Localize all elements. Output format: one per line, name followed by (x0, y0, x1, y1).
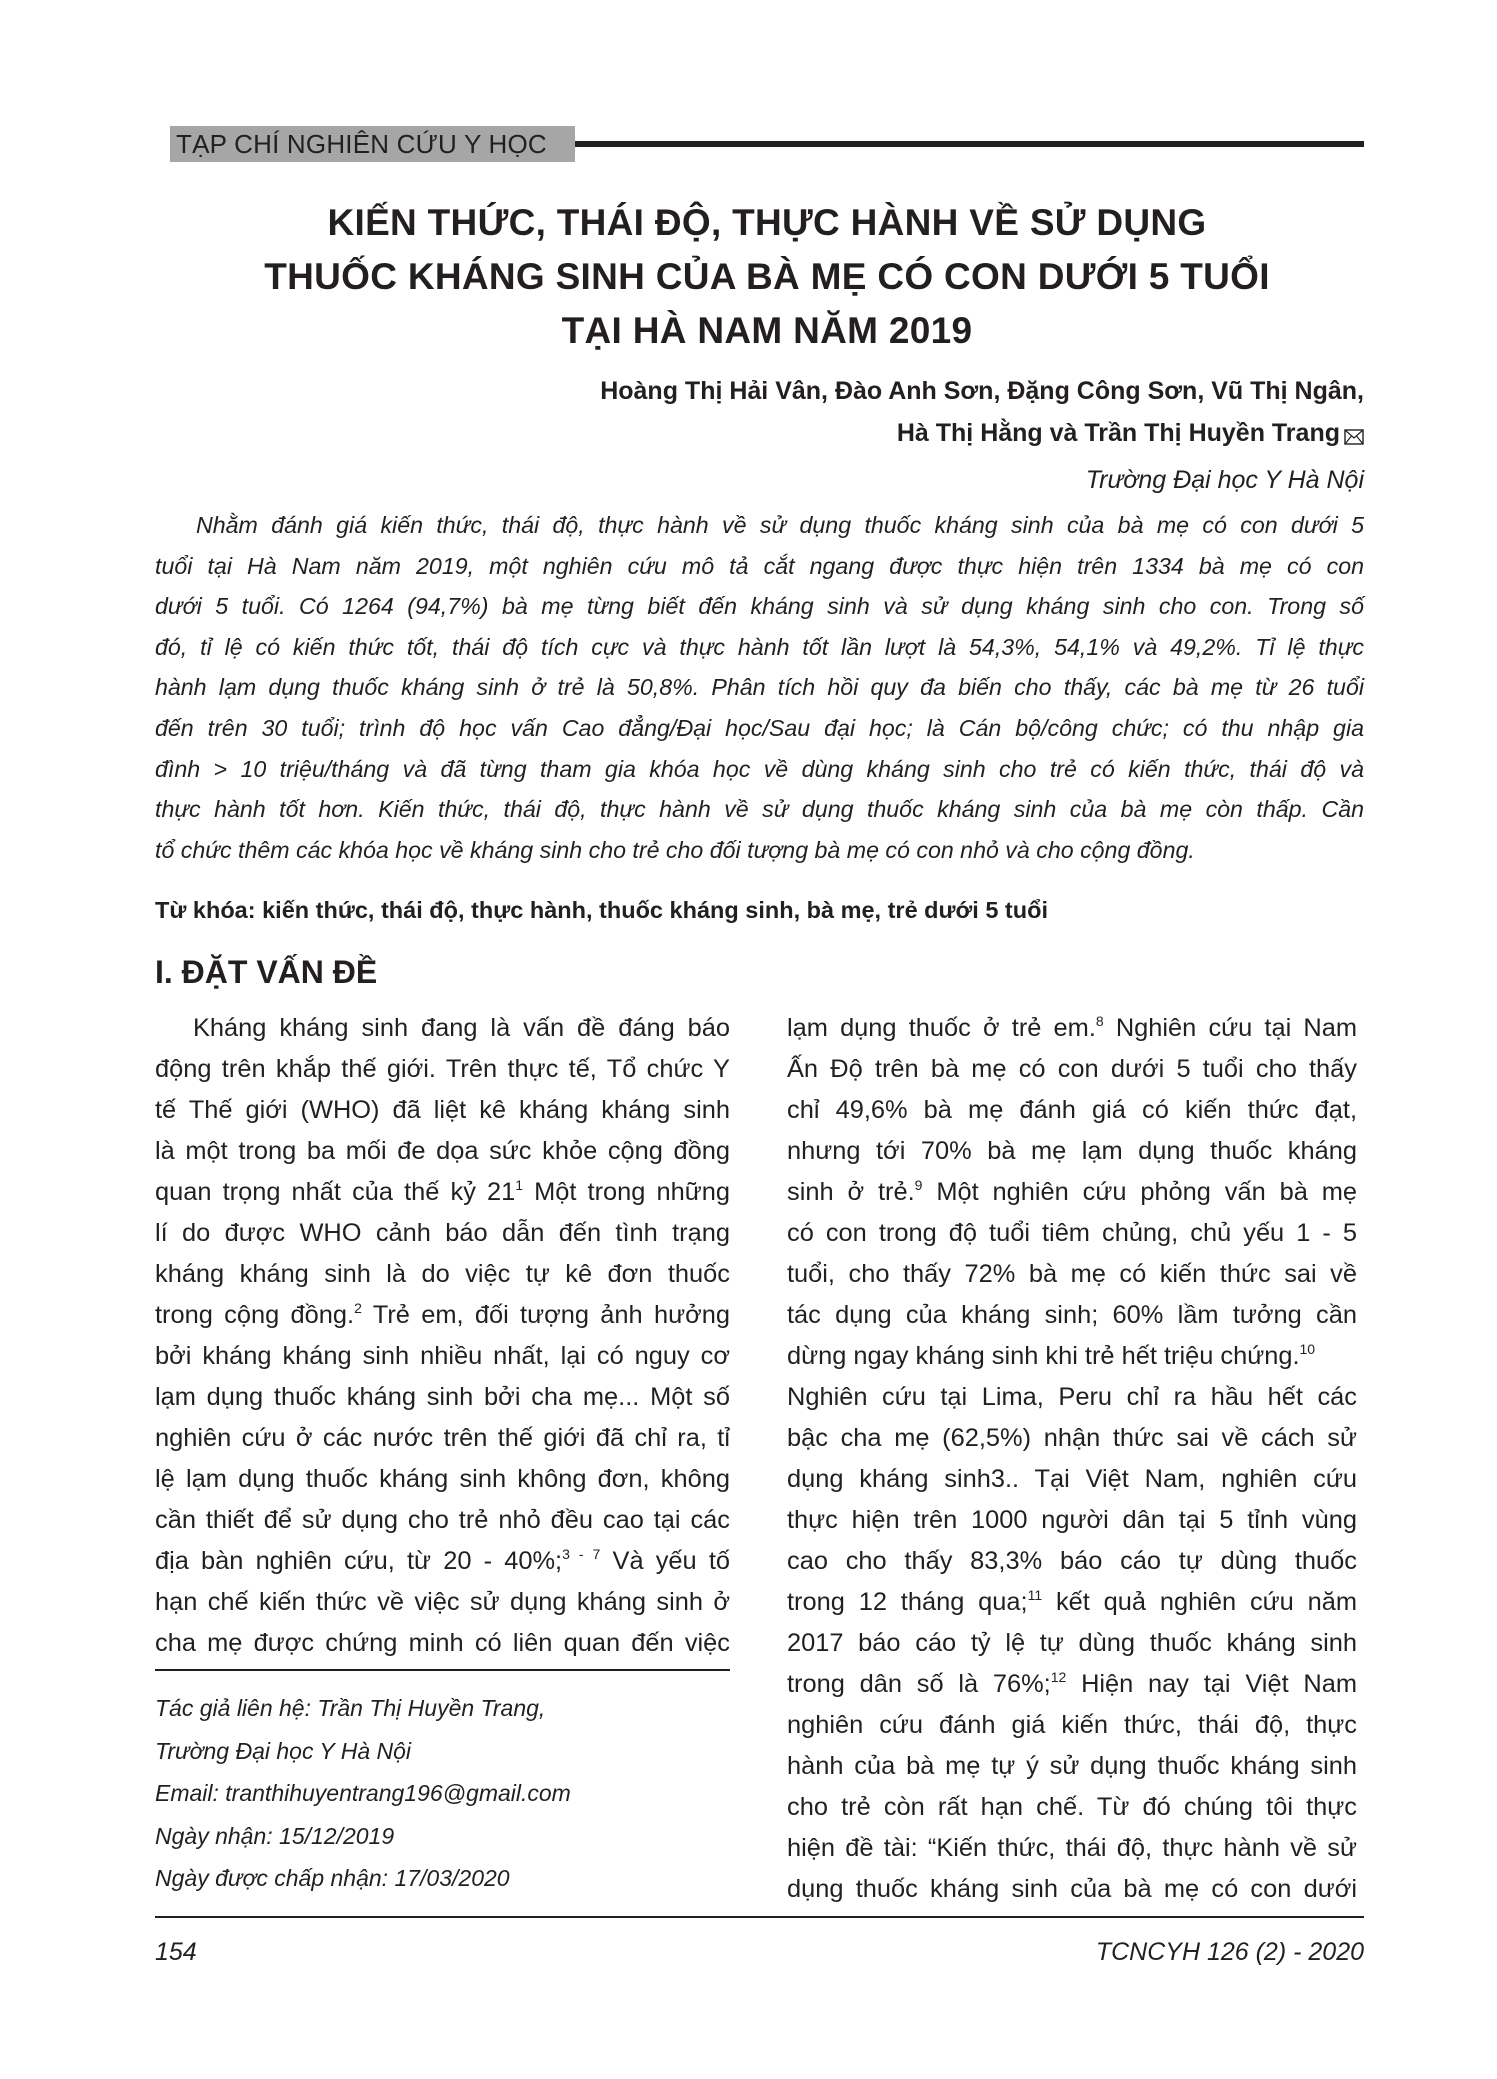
body-line: nghiên cứu ở các nước trên thế giới đã chỉ ra, tỉ (155, 1424, 730, 1452)
body-line (787, 1008, 1357, 1049)
page-number: 154 (155, 1938, 197, 1966)
citation: 12 (1050, 1669, 1067, 1685)
text-run: địa bàn nghiên cứu, từ 20 - 40%; (155, 1547, 563, 1575)
body-line (787, 1336, 1357, 1377)
text-run: Một trong những (523, 1178, 731, 1206)
footnote-line: Ngày được chấp nhận: 17/03/2020 (155, 1865, 510, 1891)
title-line: KIẾN THỨC, THÁI ĐỘ, THỰC HÀNH VỀ SỬ DỤNG (327, 202, 1207, 243)
body-line: Ấn Độ trên bà mẹ có con dưới 5 tuổi cho thấy (787, 1055, 1357, 1083)
body-line: tế Thế giới (WHO) đã liệt kê kháng kháng sinh (155, 1096, 730, 1124)
body-line (787, 1664, 1357, 1705)
body-line: dụng thuốc kháng sinh của bà mẹ có con dưới (787, 1875, 1357, 1903)
author-list (600, 370, 1364, 458)
envelope-icon (1344, 416, 1364, 458)
body-line: lệ lạm dụng thuốc kháng sinh không đơn, không (155, 1465, 730, 1493)
author-line-text: Hà Thị Hằng và Trần Thị Huyền Trang (896, 419, 1340, 447)
title-line: THUỐC KHÁNG SINH CỦA BÀ MẸ CÓ CON DƯỚI 5 TUỔI (264, 256, 1270, 297)
title-line: TẠI HÀ NAM NĂM 2019 (561, 310, 973, 351)
body-line (155, 1172, 730, 1213)
body-line (787, 1582, 1357, 1623)
citation: 10 (1299, 1341, 1316, 1357)
keywords: Từ khóa: kiến thức, thái độ, thực hành, thuốc kháng sinh, bà mẹ, trẻ dưới 5 tuổi (155, 897, 1048, 923)
citation: 11 (1027, 1587, 1043, 1603)
citation: 9 (914, 1177, 923, 1193)
body-line: hạn chế kiến thức về việc sử dụng kháng sinh ở (155, 1588, 730, 1616)
abstract-line: đến trên 30 tuổi; trình độ học vấn Cao đẳng/Đại học/Sau đại học; là Cán bộ/công chức; có thu nhập gia (155, 714, 1364, 741)
text-run: trong dân số là 76%; (787, 1670, 1051, 1698)
citation: 3 - 7 (562, 1546, 601, 1562)
journal-name: TẠP CHÍ NGHIÊN CỨU Y HỌC (170, 126, 575, 162)
body-line: là một trong ba mối đe dọa sức khỏe cộng đồng (155, 1137, 730, 1165)
journal-issue: TCNCYH 126 (2) - 2020 (1095, 1938, 1364, 1966)
text-run: Một nghiên cứu phỏng vấn bà mẹ (922, 1178, 1357, 1206)
body-line: bậc cha mẹ (62,5%) nhận thức sai về cách sử (787, 1424, 1357, 1452)
citation: 2 (354, 1300, 362, 1316)
text-run: Hiện nay tại Việt Nam (1066, 1670, 1357, 1698)
body-line: bởi kháng kháng sinh nhiều nhất, lại có nguy cơ (155, 1342, 730, 1370)
body-line (155, 1541, 730, 1582)
abstract-line: dưới 5 tuổi. Có 1264 (94,7%) bà mẹ từng biết đến kháng sinh và sử dụng kháng sinh cho con. Trong số (155, 593, 1364, 620)
affiliation: Trường Đại học Y Hà Nội (1085, 466, 1364, 494)
body-column-left (155, 1008, 730, 1664)
abstract-line: đó, tỉ lệ có kiến thức tốt, thái độ tích cực và thực hành tốt lần lượt là 54,3%, 54,1% và 49,2%. Tỉ lệ thực (155, 633, 1364, 660)
text-run: dừng ngay kháng sinh khi trẻ hết triệu chứng. (787, 1342, 1300, 1370)
body-line (787, 1172, 1357, 1213)
footnote-line: Tác giả liên hệ: Trần Thị Huyền Trang, (155, 1695, 546, 1721)
citation: 8 (1095, 1013, 1104, 1029)
author-line: Hoàng Thị Hải Vân, Đào Anh Sơn, Đặng Công Sơn, Vũ Thị Ngân, (600, 377, 1364, 405)
body-line: tuổi, cho thấy 72% bà mẹ có kiến thức sai về (787, 1260, 1357, 1288)
body-line: có con trong độ tuổi tiêm chủng, chủ yếu 1 - 5 (787, 1219, 1357, 1247)
abstract-line: Nhằm đánh giá kiến thức, thái độ, thực hành về sử dụng thuốc kháng sinh của bà mẹ có con dưới 5 (196, 512, 1364, 538)
body-line (155, 1295, 730, 1336)
body-line: Kháng kháng sinh đang là vấn đề đáng báo (193, 1014, 730, 1042)
body-line: cha mẹ được chứng minh có liên quan đến việc (155, 1629, 730, 1657)
text-run: kết quả nghiên cứu năm (1042, 1588, 1357, 1616)
text-run: trong cộng đồng. (155, 1301, 355, 1329)
header-rule (575, 141, 1364, 147)
body-line: cao cho thấy 83,3% báo cáo tự dùng thuốc (787, 1547, 1357, 1575)
text-run: lạm dụng thuốc ở trẻ em. (787, 1014, 1096, 1042)
footnote-line: Trường Đại học Y Hà Nội (155, 1737, 412, 1764)
footnote-line: Email: tranthihuyentrang196@gmail.com (155, 1780, 571, 1806)
text-run: Trẻ em, đối tượng ảnh hưởng (361, 1301, 730, 1329)
abstract-line: đình > 10 triệu/tháng và đã từng tham gia khóa học về dùng kháng sinh cho trẻ có kiến thức, thái độ và (155, 755, 1364, 782)
abstract-line: tuổi tại Hà Nam năm 2019, một nghiên cứu mô tả cắt ngang được thực hiện trên 1334 bà mẹ có con (155, 552, 1364, 579)
article-title (170, 196, 1364, 358)
text-run: quan trọng nhất của thế kỷ 21 (155, 1178, 516, 1206)
footnote-line: Ngày nhận: 15/12/2019 (155, 1822, 395, 1849)
body-line: nghiên cứu đánh giá kiến thức, thái độ, thực (787, 1711, 1357, 1739)
citation: 1 (515, 1177, 524, 1193)
body-line: hiện đề tài: “Kiến thức, thái độ, thực hành về sử (787, 1834, 1357, 1862)
body-line: động trên khắp thế giới. Trên thực tế, Tổ chức Y (155, 1055, 730, 1083)
body-line: chỉ 49,6% bà mẹ đánh giá có kiến thức đạt, (787, 1096, 1357, 1124)
body-line: 2017 báo cáo tỷ lệ tự dùng thuốc kháng sinh (787, 1629, 1357, 1657)
body-line: lạm dụng thuốc kháng sinh bởi cha mẹ... Một số (155, 1383, 730, 1411)
abstract-line: tổ chức thêm các khóa học về kháng sinh cho trẻ cho đối tượng bà mẹ có con nhỏ và cho cộng đồng. (155, 836, 1195, 863)
body-line: dụng kháng sinh3.. Tại Việt Nam, nghiên cứu (787, 1465, 1357, 1493)
body-line: hành của bà mẹ tự ý sử dụng thuốc kháng sinh (787, 1752, 1357, 1780)
body-column-right (787, 1008, 1357, 1910)
body-line: thực hiện trên 1000 người dân tại 5 tỉnh vùng (787, 1506, 1357, 1534)
text-run: trong 12 tháng qua; (787, 1588, 1028, 1616)
text-run: Và yếu tố (600, 1547, 730, 1575)
body-line: nhưng tới 70% bà mẹ lạm dụng thuốc kháng (787, 1137, 1357, 1165)
abstract (155, 505, 1364, 870)
body-line: cho trẻ còn rất hạn chế. Từ đó chúng tôi thực (787, 1793, 1357, 1821)
body-line: tác dụng của kháng sinh; 60% lầm tưởng cần (787, 1301, 1357, 1329)
text-run: Nghiên cứu tại Nam (1103, 1014, 1358, 1042)
text-run: sinh ở trẻ. (787, 1178, 915, 1206)
abstract-line: thực hành tốt hơn. Kiến thức, thái độ, thực hành về sử dụng thuốc kháng sinh của bà mẹ còn thấp. Cần (155, 796, 1364, 823)
body-line: cần thiết để sử dụng cho trẻ nhỏ đều cao tại các (155, 1506, 730, 1534)
author-line (600, 412, 1364, 458)
correspondence-note (155, 1687, 571, 1900)
footer-rule (155, 1916, 1364, 1918)
abstract-line: hành lạm dụng thuốc kháng sinh ở trẻ là 50,8%. Phân tích hồi quy đa biến cho thấy, các bà mẹ từ 26 tuổi (155, 674, 1364, 701)
body-line: lí do được WHO cảnh báo dẫn đến tình trạng (155, 1219, 730, 1247)
body-line: Nghiên cứu tại Lima, Peru chỉ ra hầu hết các (787, 1383, 1357, 1411)
body-line: kháng kháng sinh là do việc tự kê đơn thuốc (155, 1260, 730, 1288)
footnote-rule (155, 1669, 730, 1671)
section-heading: I. ĐẶT VẤN ĐỀ (155, 954, 378, 990)
